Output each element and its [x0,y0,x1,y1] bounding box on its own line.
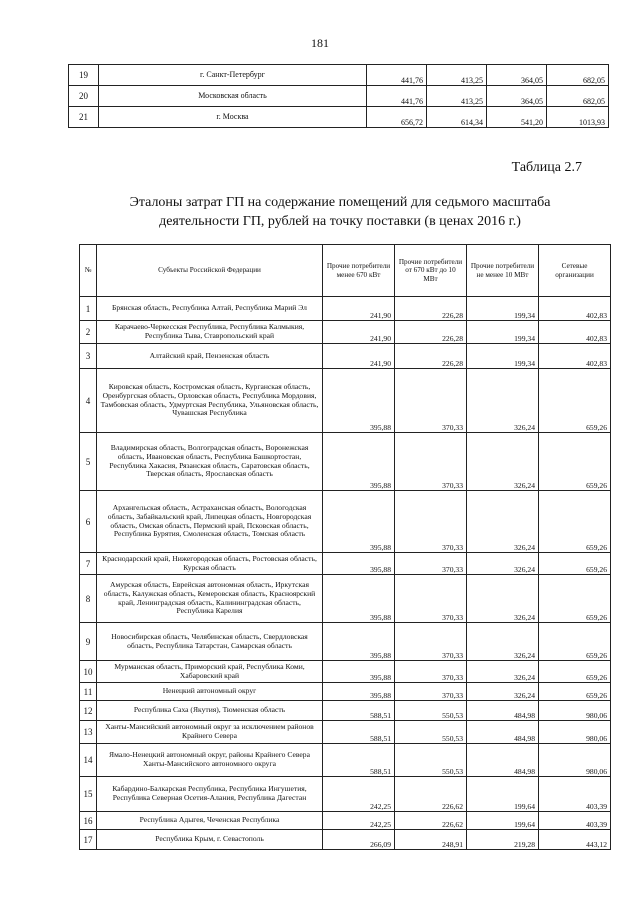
row-number: 14 [80,744,97,777]
row-subject: г. Санкт-Петербург [99,65,367,86]
row-number: 3 [80,344,97,369]
row-number: 13 [80,721,97,744]
row-value-2: 413,25 [427,86,487,107]
row-number: 11 [80,683,97,701]
row-value-1: 395,88 [323,623,395,661]
table-row [80,777,611,812]
row-number: 9 [80,623,97,661]
row-subject: Ненецкий автономный округ [97,683,323,701]
row-value-3: 541,20 [487,107,547,128]
row-value-2: 370,33 [395,661,467,683]
table-label: Таблица 2.7 [511,160,582,175]
table-title-line-1: Эталоны затрат ГП на содержание помещений для седьмого масштаба [129,195,551,210]
row-value-1: 656,72 [367,107,427,128]
header-num: № [80,245,97,297]
table-row [80,623,611,661]
header-row [80,245,611,297]
row-value-2: 550,53 [395,721,467,744]
table-title-line-2: деятельности ГП, рублей на точку поставки (в ценах 2016 г.) [159,213,521,229]
table-row [80,812,611,830]
row-value-2: 226,28 [395,297,467,321]
row-number: 10 [80,661,97,683]
header-col-1: Прочие потребители менее 670 кВт [323,245,395,297]
row-value-4: 659,26 [539,661,611,683]
row-number: 8 [80,575,97,623]
row-value-4: 659,26 [539,433,611,491]
row-subject: Кировская область, Костромская область, Курганская область, Оренбургская область, Орловская область, Республика Мордовия, Тамбовская область, Удмуртская Республика, Ульяновская область, Чувашская Республика [97,369,323,433]
row-value-4: 403,39 [539,812,611,830]
table-row [80,553,611,575]
row-value-4: 980,06 [539,701,611,721]
row-value-1: 395,88 [323,491,395,553]
row-value-4: 659,26 [539,553,611,575]
header-col-2: Прочие потребители от 670 кВт до 10 МВт [395,245,467,297]
row-value-4: 443,12 [539,830,611,850]
row-value-2: 370,33 [395,575,467,623]
row-value-3: 219,28 [467,830,539,850]
costs-table [79,244,611,850]
row-subject: Республика Саха (Якутия), Тюменская область [97,701,323,721]
table-row [69,107,609,128]
row-value-3: 364,05 [487,65,547,86]
row-value-4: 402,83 [539,344,611,369]
row-value-2: 370,33 [395,683,467,701]
table-row [80,297,611,321]
row-value-1: 395,88 [323,369,395,433]
table-row [80,575,611,623]
row-value-1: 241,90 [323,344,395,369]
table-row [80,701,611,721]
row-value-1: 395,88 [323,433,395,491]
row-value-1: 395,88 [323,661,395,683]
table-row [80,830,611,850]
row-number: 6 [80,491,97,553]
row-value-3: 326,24 [467,433,539,491]
table-row [80,491,611,553]
page-number: 181 [311,36,329,50]
row-value-3: 199,34 [467,344,539,369]
table-row [80,369,611,433]
row-value-2: 370,33 [395,369,467,433]
row-value-4: 1013,93 [547,107,609,128]
row-value-1: 266,09 [323,830,395,850]
row-value-4: 659,26 [539,623,611,661]
row-value-3: 326,24 [467,623,539,661]
table-row [80,721,611,744]
row-subject: Ямало-Ненецкий автономный округ, районы Крайнего Севера Ханты-Мансийского автономного округа [97,744,323,777]
row-value-3: 484,98 [467,701,539,721]
row-value-2: 226,28 [395,321,467,344]
row-subject: Краснодарский край, Нижегородская область, Ростовская область, Курская область [97,553,323,575]
row-value-4: 403,39 [539,777,611,812]
header-col-3: Прочие потребители не менее 10 МВт [467,245,539,297]
row-value-3: 326,24 [467,683,539,701]
row-value-2: 226,62 [395,812,467,830]
row-value-1: 241,90 [323,297,395,321]
row-number: 1 [80,297,97,321]
row-number: 17 [80,830,97,850]
row-value-3: 326,24 [467,575,539,623]
row-value-3: 364,05 [487,86,547,107]
row-subject: Новосибирская область, Челябинская область, Свердловская область, Республика Татарстан, Самарская область [97,623,323,661]
continued-table [68,64,609,128]
row-number: 21 [69,107,99,128]
row-value-1: 588,51 [323,701,395,721]
header-col-4: Сетевые организации [539,245,611,297]
row-subject: Владимирская область, Волгоградская область, Воронежская область, Ивановская область, Республика Башкортостан, Республика Хакасия, Рязанская область, Саратовская область, Тверская область, Ярославская область [97,433,323,491]
row-value-4: 659,26 [539,683,611,701]
table-row [80,344,611,369]
row-value-2: 370,33 [395,433,467,491]
row-value-3: 199,64 [467,777,539,812]
row-value-3: 326,24 [467,553,539,575]
row-value-2: 248,91 [395,830,467,850]
row-value-2: 226,28 [395,344,467,369]
row-subject: Московская область [99,86,367,107]
row-value-4: 980,06 [539,721,611,744]
row-subject: Кабардино-Балкарская Республика, Республика Ингушетия, Республика Северная Осетия-Алания, Республика Дагестан [97,777,323,812]
row-subject: г. Москва [99,107,367,128]
row-value-4: 402,83 [539,297,611,321]
continued-table-body [69,65,609,128]
row-number: 12 [80,701,97,721]
row-number: 16 [80,812,97,830]
row-subject: Мурманская область, Приморский край, Республика Коми, Хабаровский край [97,661,323,683]
table-row [80,321,611,344]
row-value-3: 484,98 [467,721,539,744]
row-number: 2 [80,321,97,344]
row-value-1: 242,25 [323,777,395,812]
row-subject: Брянская область, Республика Алтай, Республика Марий Эл [97,297,323,321]
row-value-3: 326,24 [467,491,539,553]
row-value-3: 326,24 [467,369,539,433]
header-subject: Субъекты Российской Федерации [97,245,323,297]
table-row [69,86,609,107]
row-value-4: 980,06 [539,744,611,777]
row-value-3: 484,98 [467,744,539,777]
row-value-4: 659,26 [539,575,611,623]
row-value-1: 242,25 [323,812,395,830]
row-subject: Карачаево-Черкесская Республика, Республика Калмыкия, Республика Тыва, Ставропольский край [97,321,323,344]
row-value-3: 199,64 [467,812,539,830]
row-value-3: 199,34 [467,321,539,344]
table-row [69,65,609,86]
row-value-1: 441,76 [367,65,427,86]
row-value-3: 199,34 [467,297,539,321]
row-value-4: 682,05 [547,65,609,86]
table-row [80,661,611,683]
row-value-1: 441,76 [367,86,427,107]
row-value-2: 370,33 [395,553,467,575]
table-row [80,433,611,491]
row-number: 5 [80,433,97,491]
row-value-2: 370,33 [395,623,467,661]
row-value-1: 588,51 [323,721,395,744]
row-number: 7 [80,553,97,575]
row-subject: Республика Крым, г. Севастополь [97,830,323,850]
row-value-4: 659,26 [539,491,611,553]
row-value-1: 395,88 [323,553,395,575]
row-value-2: 370,33 [395,491,467,553]
row-subject: Республика Адыгея, Чеченская Республика [97,812,323,830]
row-value-2: 550,53 [395,701,467,721]
row-value-4: 659,26 [539,369,611,433]
row-value-2: 550,53 [395,744,467,777]
table-row [80,683,611,701]
row-value-2: 614,34 [427,107,487,128]
row-number: 15 [80,777,97,812]
row-value-4: 682,05 [547,86,609,107]
row-number: 19 [69,65,99,86]
row-value-2: 226,62 [395,777,467,812]
row-subject: Алтайский край, Пензенская область [97,344,323,369]
row-value-1: 588,51 [323,744,395,777]
row-subject: Ханты-Мансийский автономный округ за исключением районов Крайнего Севера [97,721,323,744]
row-value-4: 402,83 [539,321,611,344]
table-row [80,744,611,777]
row-subject: Амурская область, Еврейская автономная область, Иркутская область, Калужская область, Кемеровская область, Красноярский край, Ленинградская область, Калининградская область, Республика Карелия [97,575,323,623]
row-value-2: 413,25 [427,65,487,86]
row-number: 4 [80,369,97,433]
row-value-1: 395,88 [323,575,395,623]
table-title [70,194,610,232]
costs-table-body [80,297,611,850]
row-subject: Архангельская область, Астраханская область, Вологодская область, Забайкальский край, Липецкая область, Новгородская область, Омская область, Пермский край, Псковская область, Республика Бурятия, Смоленская область, Томская область [97,491,323,553]
row-value-3: 326,24 [467,661,539,683]
row-value-1: 395,88 [323,683,395,701]
row-value-1: 241,90 [323,321,395,344]
row-number: 20 [69,86,99,107]
